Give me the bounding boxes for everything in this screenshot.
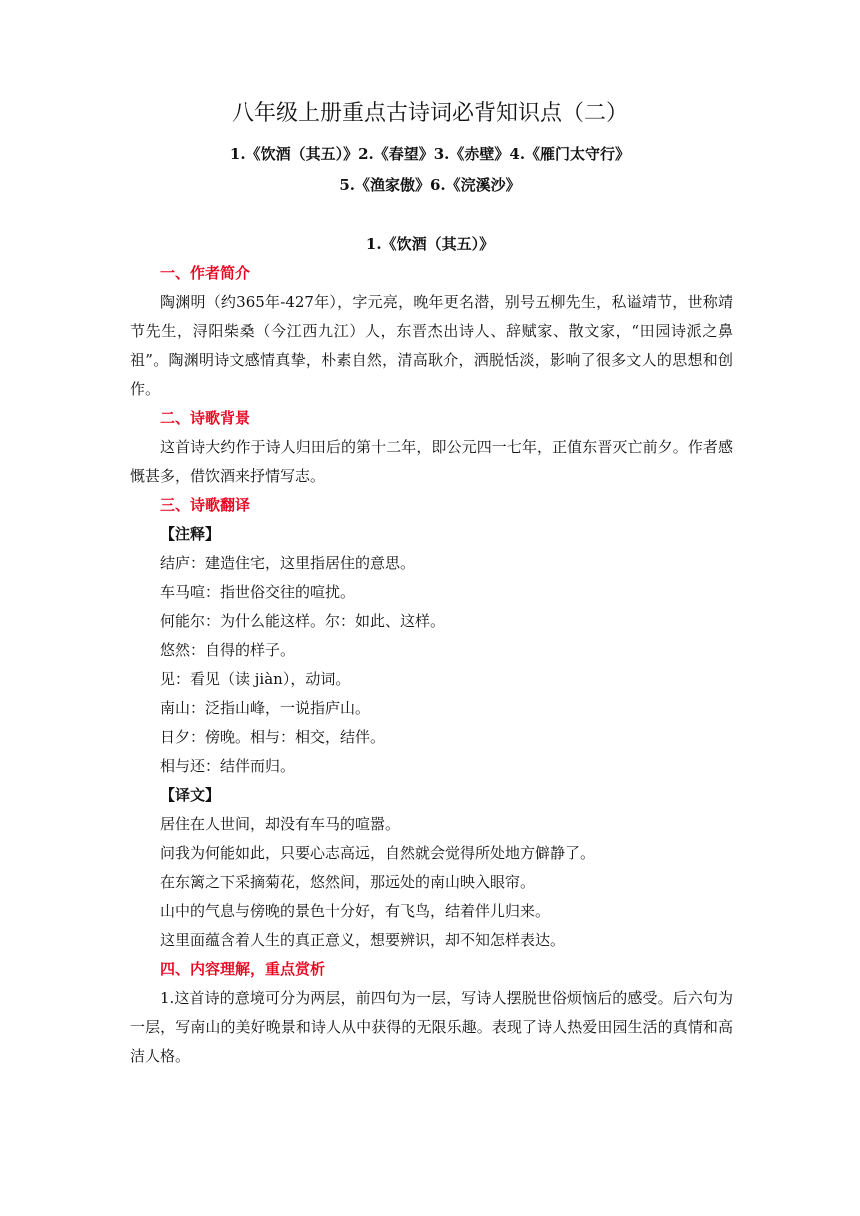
note-line: 车马喧：指世俗交往的喧扰。 — [160, 583, 356, 601]
translation-line: 在东篱之下采摘菊花，悠然间，那远处的南山映入眼帘。 — [160, 873, 536, 891]
heading-poem-translation: 三、诗歌翻译 — [160, 496, 251, 514]
table-of-contents-line-1: 1.《饮酒（其五）》2.《春望》3.《赤壁》4.《雁门太守行》 — [229, 145, 631, 163]
note-line: 见：看见（读 jiàn），动词。 — [160, 670, 351, 688]
notes-tag: 【注释】 — [160, 525, 221, 543]
heading-content-analysis: 四、内容理解，重点赏析 — [160, 960, 326, 978]
background-paragraph: 这首诗大约作于诗人归田后的第十二年，即公元四一七年，正值东晋灭亡前夕。作者感慨甚多，借饮酒来抒情写志。 — [130, 438, 733, 485]
note-line: 南山：泛指山峰，一说指庐山。 — [160, 699, 371, 717]
analysis-paragraph: 1.这首诗的意境可分为两层，前四句为一层，写诗人摆脱世俗烦恼后的感受。后六句为一层，写南山的美好晚景和诗人从中获得的无限乐趣。表现了诗人热爱田园生活的真情和高洁人格。 — [130, 989, 733, 1065]
translation-line: 问我为何能如此，只要心志高远，自然就会觉得所处地方僻静了。 — [160, 844, 596, 862]
note-line: 何能尔：为什么能这样。尔：如此、这样。 — [160, 612, 446, 630]
translation-line: 居住在人世间，却没有车马的喧嚣。 — [160, 815, 401, 833]
note-line: 日夕：傍晚。相与：相交，结伴。 — [160, 728, 386, 746]
document-body — [130, 259, 733, 1071]
table-of-contents-line-2: 5.《渔家傲》6.《浣溪沙》 — [339, 176, 521, 194]
translation-line: 山中的气息与傍晚的景色十分好，有飞鸟，结着伴儿归来。 — [160, 902, 551, 920]
translation-line: 这里面蕴含着人生的真正意义，想要辨识，却不知怎样表达。 — [160, 931, 566, 949]
document-title: 八年级上册重点古诗词必背知识点（二） — [231, 101, 628, 126]
note-line: 悠然：自得的样子。 — [160, 641, 296, 659]
heading-author-intro: 一、作者简介 — [160, 264, 251, 282]
section-title: 1.《饮酒（其五）》 — [365, 235, 495, 253]
translation-tag: 【译文】 — [160, 786, 221, 804]
heading-poem-background: 二、诗歌背景 — [160, 409, 251, 427]
note-line: 相与还：结伴而归。 — [160, 757, 296, 775]
author-bio-paragraph: 陶渊明（约365年-427年），字元亮，晚年更名潜，别号五柳先生，私谥靖节，世称靖节先生，浔阳柴桑（今江西九江）人，东晋杰出诗人、辞赋家、散文家，“田园诗派之鼻祖”。陶渊明诗文感情真挚，朴素自然，清高耿介，洒脱恬淡，影响了很多文人的思想和创作。 — [130, 293, 733, 398]
note-line: 结庐：建造住宅，这里指居住的意思。 — [160, 554, 416, 572]
